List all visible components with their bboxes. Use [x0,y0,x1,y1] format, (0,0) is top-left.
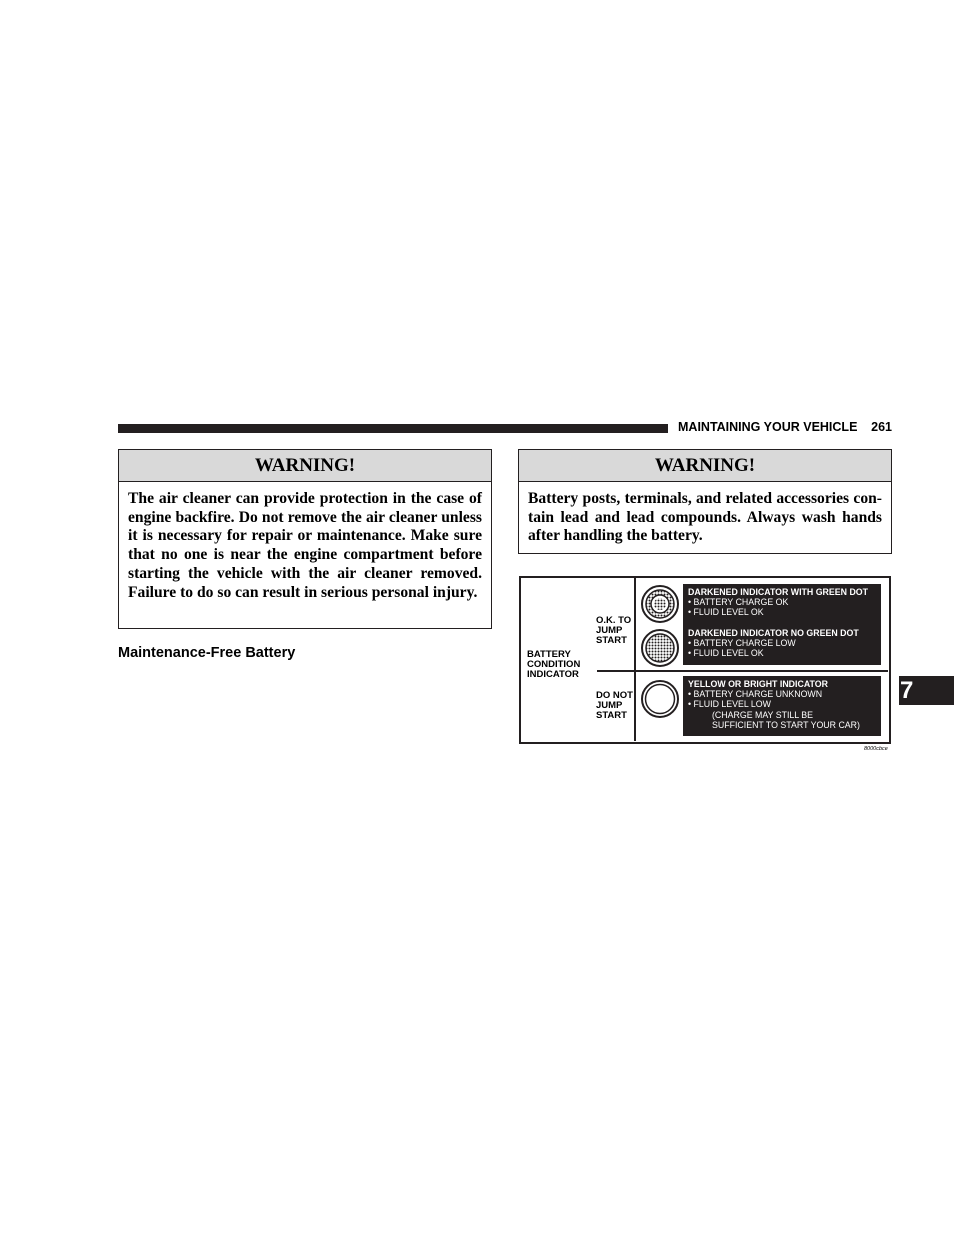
header-rule [118,424,668,433]
battery-condition-label [527,650,580,680]
yellow-indicator-box [683,676,881,736]
page-number: 261 [871,420,892,434]
warning-air-cleaner [118,449,492,629]
label-line: BATTERY [527,649,571,660]
yellow-note: (CHARGE MAY STILL BE [712,709,814,720]
green-dot-item: • BATTERY CHARGE OK [688,597,789,608]
indicator-eyes [639,584,681,736]
label-line: JUMP [596,625,623,636]
darkened-indicators-box [683,584,881,665]
battery-indicator-figure [519,576,891,744]
warning-title: WARNING! [519,450,891,482]
yellow-item: • BATTERY CHARGE UNKNOWN [688,689,823,700]
header-section-title: MAINTAINING YOUR VEHICLE [678,420,858,434]
green-dot-indicator-icon [642,586,678,622]
label-line: START [596,635,627,646]
running-header [678,420,892,436]
warning-battery-lead [518,449,892,554]
section-heading: Maintenance-Free Battery [118,645,296,661]
no-green-dot-indicator-icon [642,630,678,666]
warning-text: Battery posts, terminals, and related accessories contain lead and lead compounds. Always wash hands after handling the battery. [528,490,882,545]
no-green-dot-item: • BATTERY CHARGE LOW [688,637,796,648]
label-line: O.K. TO [596,615,632,626]
chapter-number: 7 [900,677,914,704]
yellow-title: YELLOW OR BRIGHT INDICATOR [688,679,828,689]
yellow-note: SUFFICIENT TO START YOUR CAR) [712,719,860,730]
warning-title: WARNING! [119,450,491,482]
label-line: CONDITION [527,659,581,670]
chapter-tab [899,676,954,705]
figure-divider-vertical [634,578,636,741]
label-line: INDICATOR [527,669,579,680]
green-dot-title: DARKENED INDICATOR WITH GREEN DOT [688,587,869,597]
ok-to-jump-label [596,616,631,646]
label-line: JUMP [596,700,623,711]
no-green-dot-item: • FLUID LEVEL OK [688,648,764,659]
label-line: DO NOT [596,690,633,701]
green-dot-item: • FLUID LEVEL OK [688,607,764,618]
do-not-jump-label [596,691,633,721]
warning-text: The air cleaner can provide protection in the case of engine backfire. Do not remove the air cleaner unless it is necessary for repair or maintenance. Make sure that no one is near the engine compartment before starting the vehicle with the air cleaner removed. Failure to do so can result in serious personal injury. [128,490,482,601]
yellow-item: • FLUID LEVEL LOW [688,699,771,710]
figure-code: 8000cbce [864,746,888,752]
label-line: START [596,710,627,721]
bright-indicator-icon [642,681,678,717]
no-green-dot-title: DARKENED INDICATOR NO GREEN DOT [688,627,859,638]
